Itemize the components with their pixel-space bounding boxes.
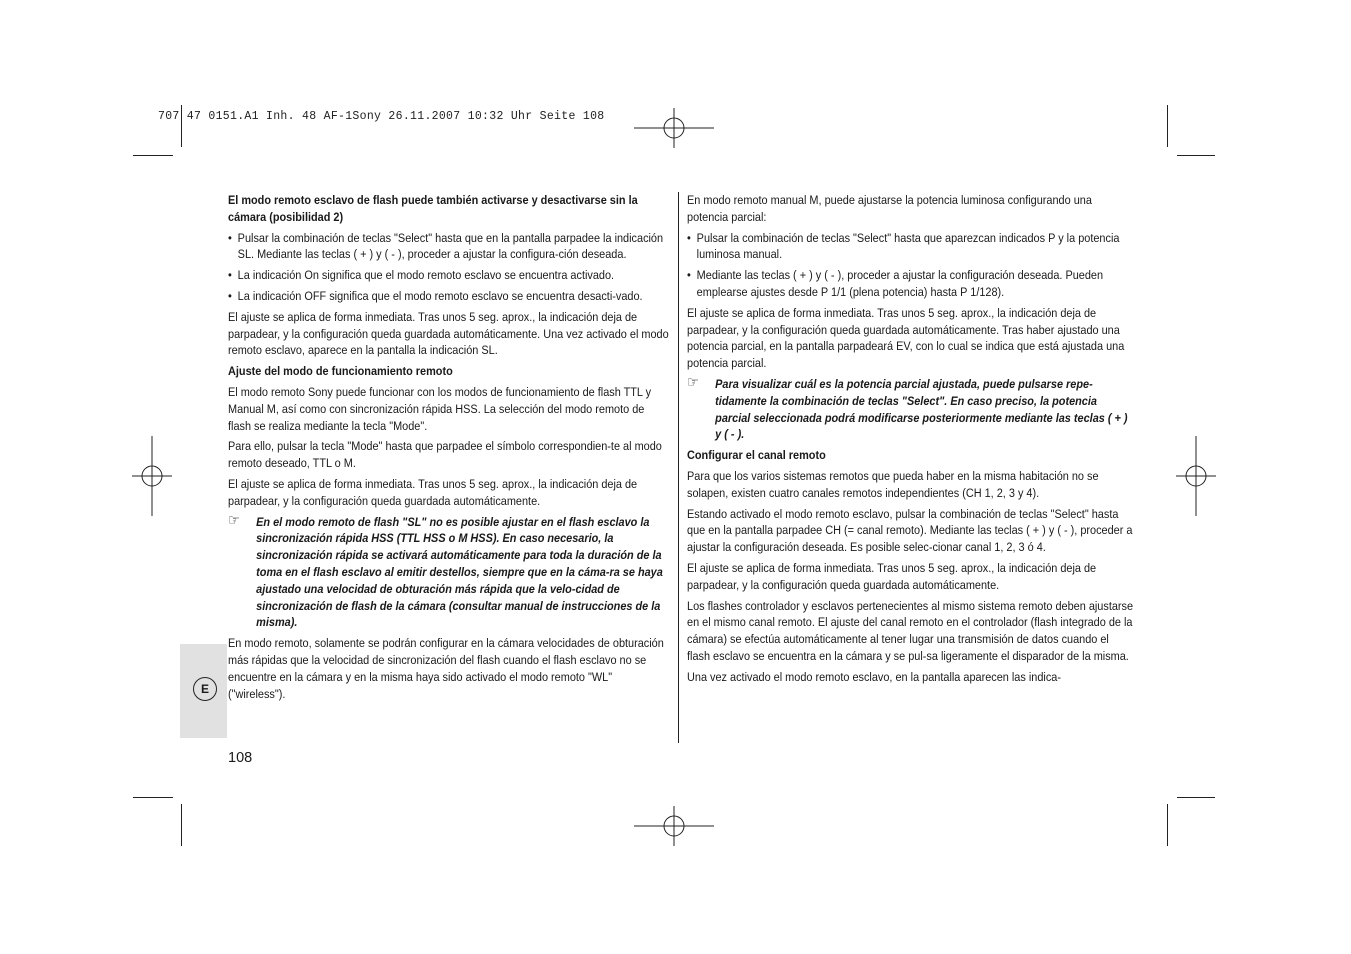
crop-mark-top-left-horizontal xyxy=(133,155,173,156)
section-heading: Configurar el canal remoto xyxy=(687,448,826,463)
paragraph: El ajuste se aplica de forma inmediata. Tras unos 5 seg. aprox., la indicación deja de parpadear, y la configuración queda guardada automáticamente. Tras haber ajustado una potencia parcial, en la pantalla parpadeará EV, con lo cual se indica que está ajustada una potencia parcial. xyxy=(687,305,1125,371)
section-heading: El modo remoto esclavo de flash puede también activarse y desactivarse sin la cámara (posibilidad 2) xyxy=(228,193,638,224)
bullet-icon: • xyxy=(228,230,232,245)
registration-mark-right-icon xyxy=(1156,436,1236,516)
paragraph: Para ello, pulsar la tecla "Mode" hasta que parpadee el símbolo correspondien-te al modo remoto deseado, TTL o M. xyxy=(228,439,662,471)
crop-mark-bottom-left-horizontal xyxy=(133,797,173,798)
paragraph: En modo remoto manual M, puede ajustarse la potencia luminosa configurando una potencia parcial: xyxy=(687,193,1092,224)
crop-mark-bottom-right-horizontal xyxy=(1177,797,1215,798)
paragraph: El ajuste se aplica de forma inmediata. Tras unos 5 seg. aprox., la indicación deja de parpadear, y la configuración queda guardada automáticamente. Una vez activado el modo remoto esclavo, aparece en la pantalla la indicación SL. xyxy=(228,309,669,358)
crop-mark-bottom-left-vertical xyxy=(181,804,182,846)
pointing-hand-icon: ☞ xyxy=(687,373,699,391)
crop-mark-top-right-horizontal xyxy=(1177,155,1215,156)
bullet-icon: • xyxy=(228,268,232,283)
left-column xyxy=(228,192,670,706)
paragraph: Los flashes controlador y esclavos pertenecientes al mismo sistema remoto deben ajustarse en el mismo canal remoto. El ajuste del canal remoto en el controlador (flash integrado de la cámara) se efectúa automáticamente al tener lugar una transmisión de datos cuando el flash esclavo se encuentra en la cámara y se pul-sa ligeramente el disparador de la misma. xyxy=(687,598,1134,663)
paragraph: Para que los varios sistemas remotos que pueda haber en la misma habitación no se solapen, existen cuatro canales remotos independientes (CH 1, 2, 3 y 4). xyxy=(687,468,1099,500)
list-item: • La indicación On significa que el modo remoto esclavo se encuentra activado. xyxy=(228,268,615,283)
bullet-icon: • xyxy=(228,288,232,303)
crop-mark-bottom-right-vertical xyxy=(1167,804,1168,846)
note-block: ☞ En el modo remoto de flash "SL" no es posible ajustar en el flash esclavo la sincronización rápida HSS (TTL HSS o M HSS). En caso necesario, la sincronización rápida se activará automáticamente para toda la duración de la toma en el flash esclavo al emitir destellos, siempre que en la cáma-ra se haya ajustado una velocidad de obturación más rápida que la velo-cidad de sincronización de flash de la cámara (consultar manual de instrucciones de la misma). xyxy=(228,511,663,630)
paragraph: El ajuste se aplica de forma inmediata. Tras unos 5 seg. aprox., la indicación deja de parpadear, y la configuración queda guardada automáticamente. xyxy=(687,560,1097,592)
bullet-icon: • xyxy=(687,268,691,283)
paragraph: Una vez activado el modo remoto esclavo, en la pantalla aparecen las indica- xyxy=(687,669,1061,684)
right-column xyxy=(687,192,1134,690)
print-slug: 707 47 0151.A1 Inh. 48 AF-1Sony 26.11.2007 10:32 Uhr Seite 108 xyxy=(158,110,605,123)
paragraph: Estando activado el modo remoto esclavo, pulsar la combinación de teclas "Select" hasta que en la pantalla parpadee CH (= canal remoto). Mediante las teclas ( + ) y ( - ), proceder a ajustar la configuración deseada. Es posible selec-cionar canal 1, 2, 3 ó 4. xyxy=(687,506,1133,555)
crop-mark-top-right-vertical xyxy=(1167,105,1168,147)
paragraph: En modo remoto, solamente se podrán configurar en la cámara velocidades de obturación más rápidas que la velocidad de sincronización del flash cuando el flash esclavo no se encuentre en la cámara y en la misma haya sido activado el modo remoto "WL" ("wireless"). xyxy=(228,636,664,701)
list-item: • Pulsar la combinación de teclas "Select" hasta que aparezcan indicados P y la potencia luminosa manual. xyxy=(687,230,1120,262)
paragraph: El modo remoto Sony puede funcionar con los modos de funcionamiento de flash TTL y Manual M, así como con sincronización rápida HSS. La selección del modo remoto de flash se realiza mediante la tecla "Mode". xyxy=(228,384,652,433)
page-number: 108 xyxy=(228,750,253,766)
list-item: • Pulsar la combinación de teclas "Select" hasta que en la pantalla parpadee la indicación SL. Mediante las teclas ( + ) y ( - ), proceder a ajustar la configura-ción deseada. xyxy=(228,230,664,262)
column-divider xyxy=(678,192,679,743)
language-badge: E xyxy=(193,677,217,701)
paragraph: El ajuste se aplica de forma inmediata. Tras unos 5 seg. aprox., la indicación deja de parpadear, y la configuración queda guardada automáticamente. xyxy=(228,476,638,508)
list-item: • La indicación OFF significa que el modo remoto esclavo se encuentra desacti-vado. xyxy=(228,288,643,303)
list-item: • Mediante las teclas ( + ) y ( - ), proceder a ajustar la configuración deseada. Pueden emplearse ajustes desde P 1/1 (plena potencia) hasta P 1/128). xyxy=(687,268,1104,299)
registration-mark-bottom-icon xyxy=(634,786,714,866)
pointing-hand-icon: ☞ xyxy=(228,511,240,529)
note-block: ☞ Para visualizar cuál es la potencia parcial ajustada, puede pulsarse repe-tidamente la combinación de teclas "Select". En caso preciso, la potencia parcial seleccionada podrá modificarse posteriormente mediante las teclas ( + ) y ( - ). xyxy=(687,373,1128,442)
bullet-icon: • xyxy=(687,230,691,245)
registration-mark-top-icon xyxy=(634,88,714,168)
registration-mark-left-icon xyxy=(112,436,192,516)
section-heading: Ajuste del modo de funcionamiento remoto xyxy=(228,364,453,379)
